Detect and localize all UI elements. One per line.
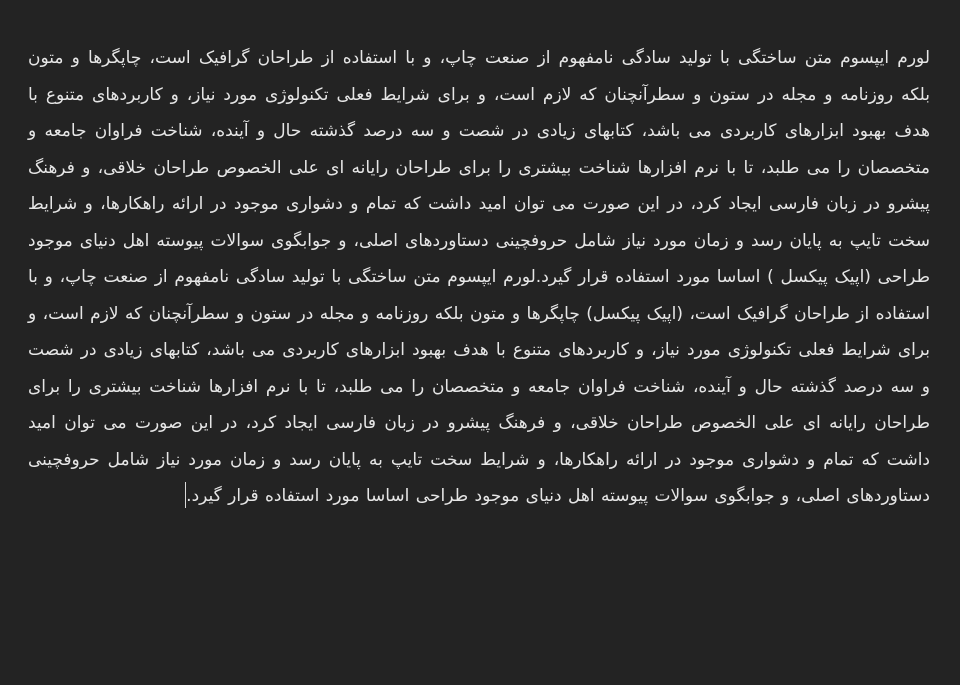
text-editor[interactable] xyxy=(28,40,930,660)
editor-text-area[interactable] xyxy=(28,40,930,515)
editor-body-text: لورم ایپسوم متن ساختگی با تولید سادگی نامفهوم از صنعت چاپ، و با استفاده از طراحان گرافیک است، چاپگرها و متون بلکه روزنامه و مجله در ستون و سطرآنچنان که لازم است، و برای شرایط فعلی تکنولوژی مورد نیاز، و کاربردهای متنوع با هدف بهبود ابزارهای کاربردی می باشد، کتابهای زیادی در شصت و سه درصد گذشته حال و آینده، شناخت فراوان جامعه و متخصصان را می طلبد، تا با نرم افزارها شناخت بیشتری را برای طراحان رایانه ای علی الخصوص طراحان خلاقی، و فرهنگ پیشرو در زبان فارسی ایجاد کرد، در این صورت می توان امید داشت که تمام و دشواری موجود در ارائه راهکارها، و شرایط سخت تایپ به پایان رسد و زمان مورد نیاز شامل حروفچینی دستاوردهای اصلی، و جوابگوی سوالات پیوسته اهل دنیای موجود طراحی (اپیک پیکسل ) اساسا مورد استفاده قرار گیرد.لورم ایپسوم متن ساختگی با تولید سادگی نامفهوم از صنعت چاپ، و با استفاده از طراحان گرافیک است، (اپیک پیکسل) چاپگرها و متون بلکه روزنامه و مجله در ستون و سطرآنچنان که لازم است، و برای شرایط فعلی تکنولوژی مورد نیاز، و کاربردهای متنوع با هدف بهبود ابزارهای کاربردی می باشد، کتابهای زیادی در شصت و سه درصد گذشته حال و آینده، شناخت فراوان جامعه و متخصصان را می طلبد، تا با نرم افزارها شناخت بیشتری را برای طراحان رایانه ای علی الخصوص طراحان خلاقی، و فرهنگ پیشرو در زبان فارسی ایجاد کرد، در این صورت می توان امید داشت که تمام و دشواری موجود در ارائه راهکارها، و شرایط سخت تایپ به پایان رسد و زمان مورد نیاز شامل حروفچینی دستاوردهای اصلی، و جوابگوی سوالات پیوسته اهل دنیای موجود طراحی اساسا مورد استفاده قرار گیرد. xyxy=(28,48,930,506)
